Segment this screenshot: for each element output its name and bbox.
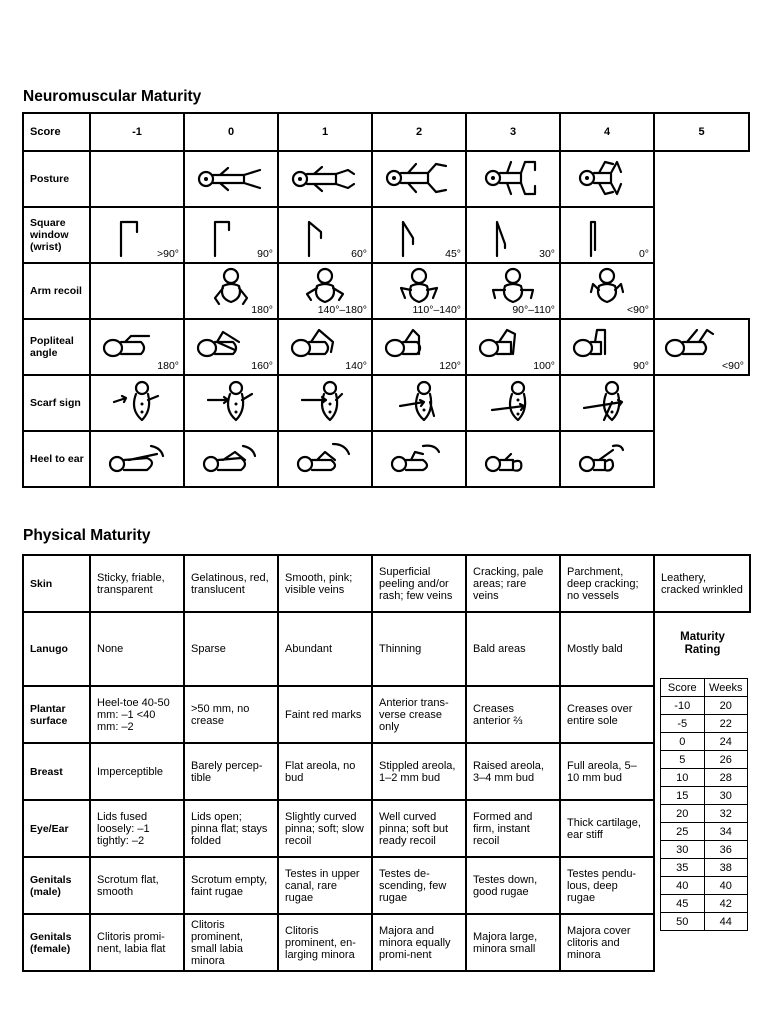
row-label: Breast [23,743,90,800]
plantar-cell: Creases anterior ⅔ [466,686,560,743]
angle-label: 60° [351,248,367,260]
score-header-row [23,113,749,151]
skin-cell: Parchment, deep cracking; no vessels [560,555,654,612]
score-value: 15 [661,787,705,805]
maturity-rating-row [661,787,748,805]
breast-cell: Imperceptible [90,743,184,800]
angle-label: 120° [439,360,461,372]
skin-cell: Gelatinous, red, translucent [184,555,278,612]
genitals-female-cell: Majora large, minora small [466,914,560,971]
popliteal-140-figure [289,326,339,360]
score-value: 45 [661,895,705,913]
score-label: Score [23,113,90,151]
heel-ear-2-figure [295,440,355,476]
physical-table [22,554,751,972]
arm-recoil-1-figure [303,268,347,308]
arm-recoil-row [23,263,749,319]
heel-ear-5-figure [577,440,637,476]
weeks-value: 20 [704,697,748,715]
plantar-cell: Heel-toe 40-50 mm: –1 <40 mm: –2 [90,686,184,743]
wrist-0-figure [583,216,613,256]
maturity-rating-row [661,769,748,787]
lanugo-row [23,612,750,686]
scarf-4-figure [488,380,538,424]
genitals-female-cell: Clitoris prominent, small labia minora [184,914,278,971]
genitals-male-cell: Scrotum flat, smooth [90,857,184,914]
score-col: 2 [372,113,466,151]
angle-label: 0° [638,248,649,260]
genitals-male-row [23,857,750,914]
score-value: 30 [661,841,705,859]
genitals-male-cell: Testes pendu-lous, deep rugae [560,857,654,914]
scarf-0-figure [112,380,162,424]
arm-recoil-2-figure [397,268,441,308]
angle-label: >90° [156,248,179,260]
skin-cell: Cracking, pale areas; rare veins [466,555,560,612]
scarf-2-figure [300,380,350,424]
scarf-3-figure [394,380,444,424]
plantar-cell: Faint red marks [278,686,372,743]
score-value: 5 [661,751,705,769]
lanugo-cell: Thinning [372,612,466,686]
popliteal-180-figure [101,330,151,360]
popliteal-90-figure [571,326,621,360]
row-label: Genitals (female) [23,914,90,971]
weeks-value: 34 [704,823,748,841]
eye-ear-cell: Formed and firm, instant recoil [466,800,560,857]
eye-ear-cell: Thick cartilage, ear stiff [560,800,654,857]
neuromuscular-title: Neuromuscular Maturity [23,88,202,105]
scarf-1-figure [206,380,256,424]
posture-4-figure [577,158,637,198]
physical-title: Physical Maturity [23,527,151,544]
plantar-cell: Anterior trans-verse crease only [372,686,466,743]
score-value: 0 [661,733,705,751]
heel-ear-3-figure [389,440,449,476]
popliteal-100-figure [477,326,527,360]
popliteal-lt90-figure [663,326,717,360]
angle-label: 140°–180° [317,304,367,316]
heel-ear-1-figure [201,442,261,476]
maturity-rating-row [661,715,748,733]
weeks-value: 40 [704,877,748,895]
scarf-sign-row [23,375,749,431]
posture-3-figure [483,158,543,198]
plantar-row [23,686,750,743]
scarf-5-figure [582,380,632,424]
skin-cell: Superficial peeling and/or rash; few veins [372,555,466,612]
weeks-value: 38 [704,859,748,877]
arm-recoil-4-figure [585,268,629,308]
skin-cell: Sticky, friable, transparent [90,555,184,612]
breast-cell: Barely percep-tible [184,743,278,800]
weeks-value: 24 [704,733,748,751]
score-header: Score [661,679,705,697]
maturity-rating-table [660,678,748,931]
maturity-rating-row [661,823,748,841]
maturity-rating-row [661,733,748,751]
score-col: -1 [90,113,184,151]
plantar-cell: >50 mm, no crease [184,686,278,743]
weeks-value: 44 [704,913,748,931]
arm-recoil-3-figure [491,268,535,308]
maturity-rating-row [661,841,748,859]
angle-label: 45° [445,248,461,260]
row-label: Eye/Ear [23,800,90,857]
square-window-row [23,207,749,263]
wrist-90-figure [207,216,237,256]
score-value: -5 [661,715,705,733]
angle-label: 180° [157,360,179,372]
breast-cell: Full areola, 5–10 mm bud [560,743,654,800]
neuromuscular-table [22,112,750,488]
row-label: Posture [23,151,90,207]
eye-ear-row [23,800,750,857]
heel-to-ear-row [23,431,749,487]
row-label: Heel to ear [23,431,90,487]
eye-ear-cell: Well curved pinna; soft but ready recoil [372,800,466,857]
eye-ear-cell: Slightly curved pinna; soft; slow recoil [278,800,372,857]
score-value: 10 [661,769,705,787]
genitals-female-cell: Majora and minora equally promi-nent [372,914,466,971]
angle-label: 160° [251,360,273,372]
genitals-male-cell: Testes de-scending, few rugae [372,857,466,914]
popliteal-120-figure [383,326,433,360]
score-col: 5 [654,113,749,151]
score-col: 0 [184,113,278,151]
score-value: 35 [661,859,705,877]
angle-label: 90° [633,360,649,372]
eye-ear-cell: Lids fused loosely: –1 tightly: –2 [90,800,184,857]
maturity-rating-row [661,913,748,931]
row-label: Scarf sign [23,375,90,431]
maturity-rating-row [661,805,748,823]
weeks-header: Weeks [704,679,748,697]
weeks-value: 36 [704,841,748,859]
wrist-45-figure [395,216,425,256]
weeks-value: 30 [704,787,748,805]
skin-row [23,555,750,612]
angle-label: 100° [533,360,555,372]
maturity-rating-row [661,877,748,895]
genitals-male-cell: Testes down, good rugae [466,857,560,914]
wrist-60-figure [301,216,331,256]
weeks-value: 28 [704,769,748,787]
arm-recoil-0-figure [209,268,253,308]
eye-ear-cell: Lids open; pinna flat; stays folded [184,800,278,857]
posture-1-figure [290,164,360,194]
genitals-male-cell: Testes in upper canal, rare rugae [278,857,372,914]
maturity-rating-title: Maturity Rating [680,631,725,656]
score-value: 40 [661,877,705,895]
popliteal-row [23,319,749,375]
maturity-rating-header [661,679,748,697]
heel-ear-0-figure [107,442,167,476]
score-value: 50 [661,913,705,931]
lanugo-cell: Mostly bald [560,612,654,686]
angle-label: 90° [257,248,273,260]
row-label: Plantar surface [23,686,90,743]
angle-label: <90° [626,304,649,316]
score-col: 1 [278,113,372,151]
maturity-rating-row [661,859,748,877]
angle-label: <90° [721,360,744,372]
genitals-female-cell: Clitoris prominent, en-larging minora [278,914,372,971]
weeks-value: 26 [704,751,748,769]
maturity-rating-row [661,697,748,715]
posture-0-figure [196,164,266,194]
angle-label: 110°–140° [412,304,461,316]
genitals-male-cell: Scrotum empty, faint rugae [184,857,278,914]
score-value: -10 [661,697,705,715]
genitals-female-cell: Clitoris promi-nent, labia flat [90,914,184,971]
lanugo-cell: None [90,612,184,686]
angle-label: 90°–110° [512,304,555,316]
angle-label: 140° [345,360,367,372]
angle-label: 180° [251,304,273,316]
score-value: 20 [661,805,705,823]
breast-cell: Raised areola, 3–4 mm bud [466,743,560,800]
maturity-rating-row [661,895,748,913]
skin-cell: Leathery, cracked wrinkled [654,555,750,612]
weeks-value: 32 [704,805,748,823]
popliteal-160-figure [195,328,245,360]
plantar-cell: Creases over entire sole [560,686,654,743]
breast-row [23,743,750,800]
maturity-rating-row [661,751,748,769]
lanugo-cell: Sparse [184,612,278,686]
lanugo-cell: Abundant [278,612,372,686]
wrist-gt90-figure [113,216,143,256]
row-label: Genitals (male) [23,857,90,914]
genitals-female-cell: Majora cover clitoris and minora [560,914,654,971]
posture-2-figure [384,160,454,196]
skin-cell: Smooth, pink; visible veins [278,555,372,612]
weeks-value: 42 [704,895,748,913]
weeks-value: 22 [704,715,748,733]
breast-cell: Stippled areola, 1–2 mm bud [372,743,466,800]
heel-ear-4-figure [483,440,543,476]
lanugo-cell: Bald areas [466,612,560,686]
score-value: 25 [661,823,705,841]
row-label: Square window (wrist) [23,207,90,263]
wrist-30-figure [489,216,519,256]
posture-row [23,151,749,207]
score-col: 4 [560,113,654,151]
score-col: 3 [466,113,560,151]
row-label: Lanugo [23,612,90,686]
angle-label: 30° [539,248,555,260]
row-label: Popliteal angle [23,319,90,375]
row-label: Arm recoil [23,263,90,319]
genitals-female-row [23,914,750,971]
row-label: Skin [23,555,90,612]
breast-cell: Flat areola, no bud [278,743,372,800]
